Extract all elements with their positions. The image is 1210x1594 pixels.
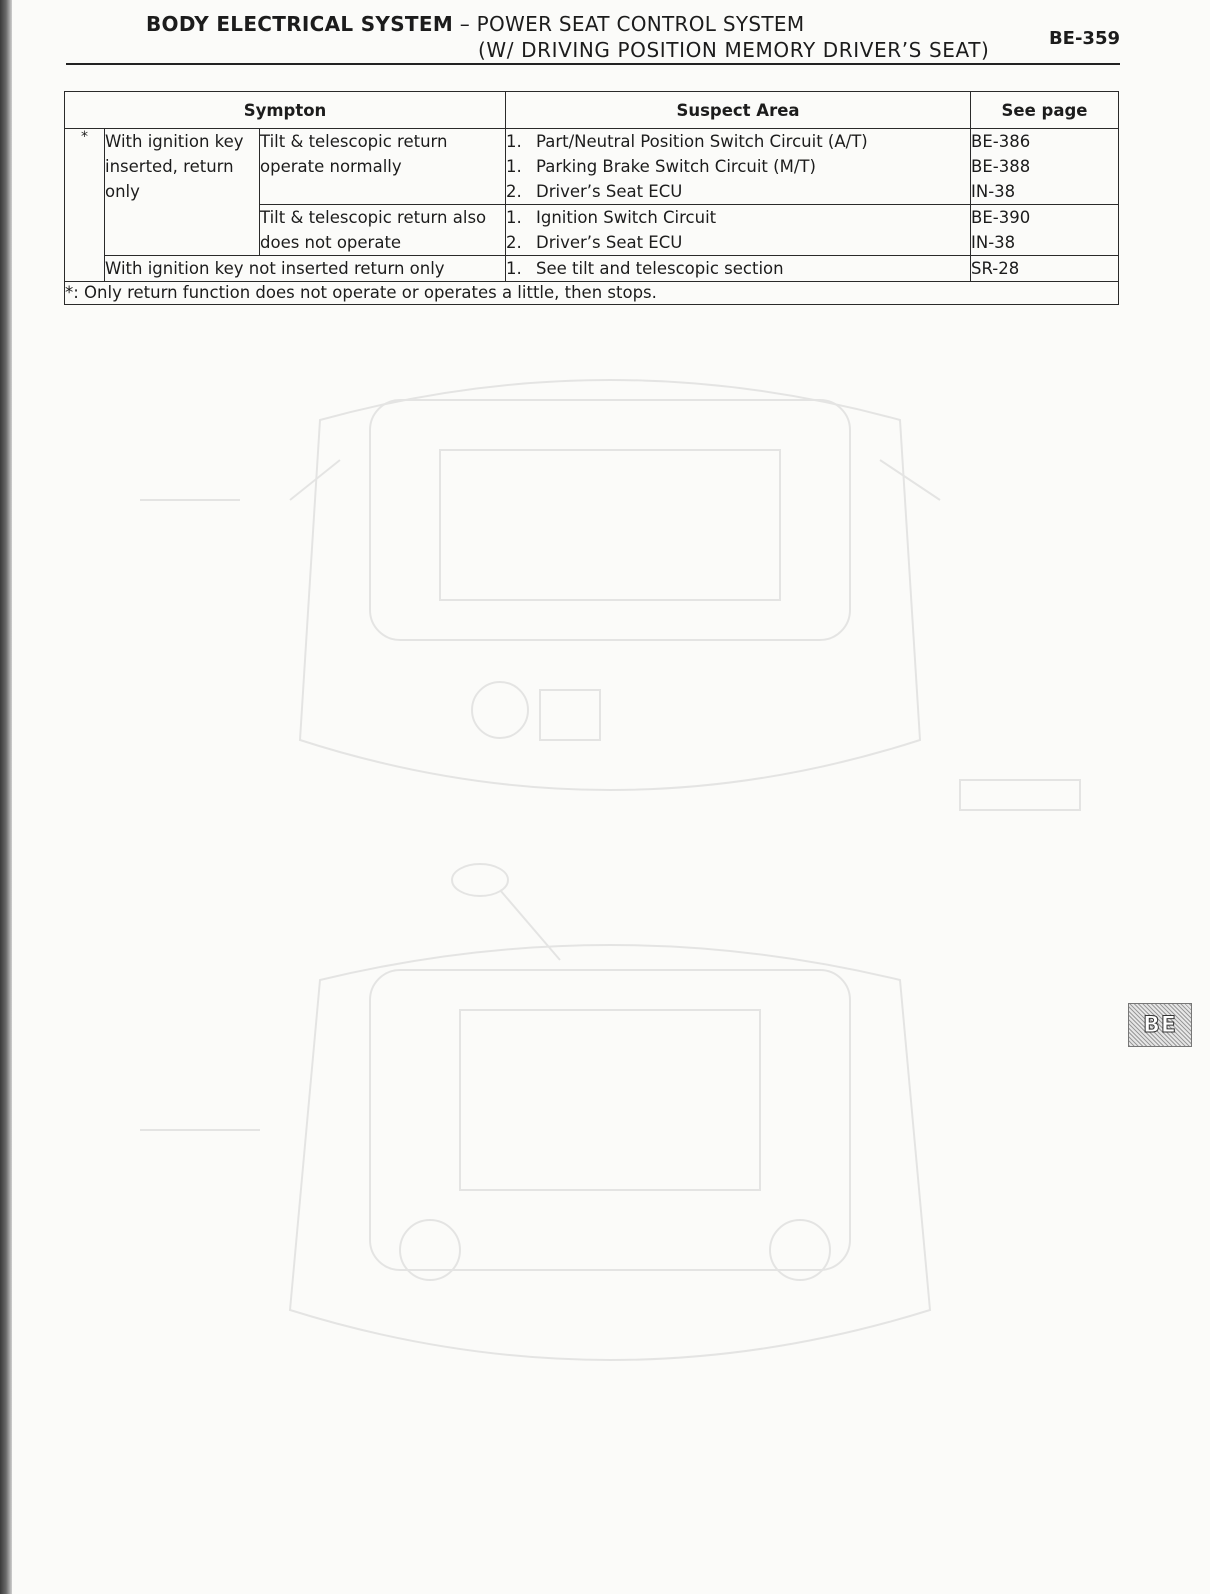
header-subtitle: (W/ DRIVING POSITION MEMORY DRIVER’S SEAT) xyxy=(478,38,990,62)
item-text: See tilt and telescopic section xyxy=(536,259,784,278)
bleed-through-drawing-bottom xyxy=(140,850,1100,1410)
col-header-suspect-area: Suspect Area xyxy=(506,92,971,129)
page-ref: BE-390 xyxy=(971,208,1031,227)
col-header-see-page: See page xyxy=(971,92,1119,129)
col-header-symptom: Sympton xyxy=(65,92,506,129)
item-number: 1. xyxy=(506,259,522,278)
page-header xyxy=(66,10,1120,68)
item-text: Parking Brake Switch Circuit (M/T) xyxy=(536,157,816,176)
page-ref: IN-38 xyxy=(971,182,1016,201)
suspect-area-list xyxy=(506,256,971,282)
header-title-rest: POWER SEAT CONTROL SYSTEM xyxy=(476,12,805,36)
list-item xyxy=(506,205,970,230)
see-page-list xyxy=(971,129,1119,205)
header-title xyxy=(146,12,804,36)
list-item xyxy=(506,154,970,179)
list-item xyxy=(506,179,970,204)
star-marker: * xyxy=(65,129,105,282)
item-text: Driver’s Seat ECU xyxy=(536,233,683,252)
table-header-row xyxy=(65,92,1119,129)
page-number: BE-359 xyxy=(1048,28,1120,49)
item-text: Driver’s Seat ECU xyxy=(536,182,683,201)
item-number: 2. xyxy=(506,182,522,201)
item-number: 1. xyxy=(506,132,522,151)
symptom-table xyxy=(64,91,1119,305)
subcondition-tilt-not-operate: Tilt & telescopic return also does not operate xyxy=(260,205,506,256)
condition-ignition-inserted: With ignition key inserted, return only xyxy=(105,129,260,256)
see-page-list xyxy=(971,205,1119,256)
section-tab-label: BE xyxy=(1143,1012,1177,1038)
footnote-row xyxy=(65,282,1119,305)
suspect-area-list xyxy=(506,129,971,205)
table-row xyxy=(65,129,1119,205)
bleed-through-drawing-top xyxy=(140,340,1100,860)
page-ref: IN-38 xyxy=(971,233,1016,252)
list-item xyxy=(506,129,970,154)
suspect-area-list xyxy=(506,205,971,256)
list-item xyxy=(506,256,970,281)
section-tab-be xyxy=(1128,1003,1192,1047)
list-item xyxy=(506,230,970,255)
header-title-dash: – xyxy=(453,12,477,36)
condition-ignition-not-inserted: With ignition key not inserted return only xyxy=(105,256,506,282)
header-rule xyxy=(66,63,1120,65)
item-text: Part/Neutral Position Switch Circuit (A/T) xyxy=(536,132,868,151)
item-number: 2. xyxy=(506,233,522,252)
subcondition-tilt-normal: Tilt & telescopic return operate normally xyxy=(260,129,506,205)
header-title-bold: BODY ELECTRICAL SYSTEM xyxy=(146,12,454,36)
item-number: 1. xyxy=(506,157,522,176)
item-number: 1. xyxy=(506,208,522,227)
page-ref: BE-388 xyxy=(971,157,1031,176)
item-text: Ignition Switch Circuit xyxy=(536,208,717,227)
page-ref: BE-386 xyxy=(971,132,1031,151)
page-ref: SR-28 xyxy=(971,259,1020,278)
footnote: *: Only return function does not operate or operates a little, then stops. xyxy=(65,282,1119,305)
see-page-list xyxy=(971,256,1119,282)
table-row xyxy=(65,256,1119,282)
page-binding-edge xyxy=(0,0,12,1594)
